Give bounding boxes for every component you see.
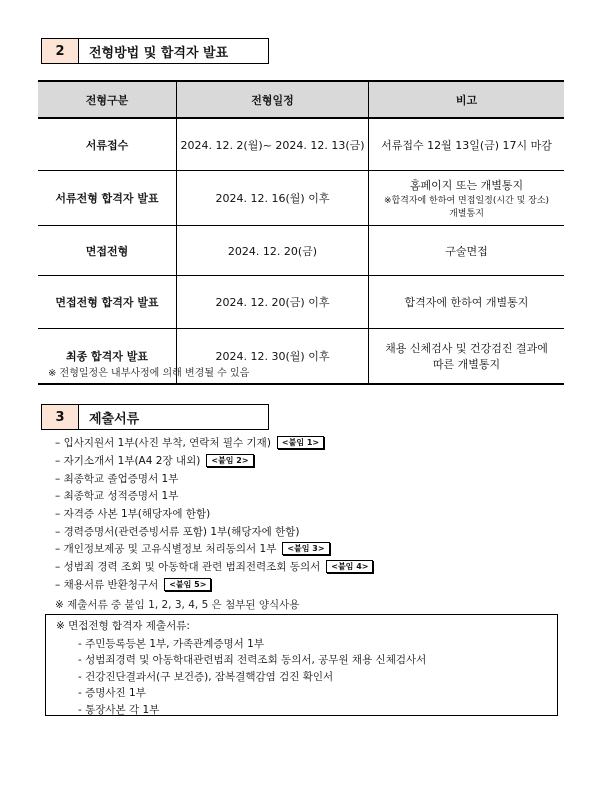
list-item bbox=[55, 505, 373, 523]
document-text: – 경력증명서(관련증빙서류 포함) 1부(해당자에 한함) bbox=[55, 525, 300, 538]
table-row bbox=[38, 226, 564, 276]
section-number: 2 bbox=[41, 38, 79, 64]
category-cell: 최종 합격자 발표 bbox=[38, 329, 177, 385]
table-row bbox=[38, 276, 564, 329]
attachment-badge: <붙임 4> bbox=[326, 560, 373, 573]
document-text: – 개인정보제공 및 고유식별정보 처리동의서 1부 bbox=[55, 543, 277, 556]
remark-line: 따른 개별통지 bbox=[432, 358, 501, 371]
schedule-cell: 2024. 12. 2(월)~ 2024. 12. 13(금) bbox=[177, 118, 369, 171]
document-list bbox=[55, 434, 373, 593]
section-title: 제출서류 bbox=[79, 404, 269, 430]
attachment-badge: <붙임 5> bbox=[164, 578, 211, 591]
attachment-badge: <붙임 3> bbox=[282, 542, 329, 555]
category-cell: 서류접수 bbox=[38, 118, 177, 171]
box-list bbox=[78, 635, 426, 718]
remark-cell bbox=[369, 118, 565, 171]
attachment-badge: <붙임 2> bbox=[206, 454, 253, 467]
list-item bbox=[55, 576, 373, 594]
schedule-note: ※ 전형일정은 내부사정에 의해 변경될 수 있음 bbox=[48, 368, 250, 379]
document-text: – 자기소개서 1부(A4 2장 내외) bbox=[55, 455, 201, 468]
section-title: 전형방법 및 합격자 발표 bbox=[79, 38, 269, 64]
category-cell: 서류전형 합격자 발표 bbox=[38, 171, 177, 226]
list-item bbox=[55, 540, 373, 558]
remark-cell bbox=[369, 226, 565, 276]
schedule-cell: 2024. 12. 20(금) 이후 bbox=[177, 276, 369, 329]
remark-line: 구술면접 bbox=[445, 244, 488, 258]
remark-cell bbox=[369, 276, 565, 329]
column-header: 전형구분 bbox=[38, 81, 177, 118]
remark-line: ※합격자에 한하여 면접일정(시간 및 장소) bbox=[383, 196, 550, 206]
list-item: - 성범죄경력 및 아동학대관련범죄 전력조회 동의서, 공무원 채용 신체검사서 bbox=[78, 654, 427, 667]
attachment-badge: <붙임 1> bbox=[277, 436, 324, 449]
section-3-header bbox=[41, 404, 269, 430]
list-item: - 건강진단결과서(구 보건증), 잠복결핵감염 검진 확인서 bbox=[78, 670, 334, 683]
section-number: 3 bbox=[41, 404, 79, 430]
remark-line: 홈페이지 또는 개별통지 bbox=[409, 179, 524, 192]
list-item: - 주민등록등본 1부, 가족관계증명서 1부 bbox=[78, 637, 264, 650]
document-text: – 자격증 사본 1부(해당자에 한함) bbox=[55, 508, 211, 521]
list-item bbox=[55, 558, 373, 576]
list-item: - 통장사본 각 1부 bbox=[78, 703, 160, 716]
box-title: ※ 면접전형 합격자 제출서류: bbox=[56, 620, 190, 632]
list-item bbox=[55, 487, 373, 505]
remark-line: 서류접수 12월 13일(금) 17시 마감 bbox=[381, 138, 552, 152]
document-text: – 성범죄 경력 조회 및 아동학대 관련 범죄전력조회 동의서 bbox=[55, 561, 321, 574]
remark-line: 채용 신체검사 및 건강검진 결과에 bbox=[385, 342, 548, 355]
document-text: – 최종학교 성적증명서 1부 bbox=[55, 490, 179, 503]
list-item bbox=[55, 522, 373, 540]
table-header-row bbox=[38, 81, 564, 118]
list-item: - 증명사진 1부 bbox=[78, 687, 146, 700]
section-2-header bbox=[41, 38, 269, 64]
category-cell: 면접전형 bbox=[38, 226, 177, 276]
document-text: – 채용서류 반환청구서 bbox=[55, 578, 159, 591]
remark-line: 개별통지 bbox=[449, 209, 484, 219]
table-row bbox=[38, 171, 564, 226]
document-text: – 입사지원서 1부(사진 부착, 연락처 필수 기재) bbox=[55, 437, 271, 450]
category-cell: 면접전형 합격자 발표 bbox=[38, 276, 177, 329]
remark-line: 합격자에 한하여 개별통지 bbox=[404, 296, 529, 309]
column-header: 전형일정 bbox=[177, 81, 369, 118]
interview-documents-box bbox=[45, 614, 558, 716]
schedule-table bbox=[38, 80, 564, 385]
remark-cell bbox=[369, 171, 565, 226]
list-item bbox=[55, 434, 373, 452]
schedule-cell: 2024. 12. 16(월) 이후 bbox=[177, 171, 369, 226]
schedule-cell: 2024. 12. 20(금) bbox=[177, 226, 369, 276]
document-text: – 최종학교 졸업증명서 1부 bbox=[55, 472, 179, 485]
schedule-cell: 2024. 12. 30(월) 이후 bbox=[177, 329, 369, 385]
table-row bbox=[38, 118, 564, 171]
list-item bbox=[55, 469, 373, 487]
list-item bbox=[55, 452, 373, 470]
remark-cell bbox=[369, 329, 565, 385]
column-header: 비고 bbox=[369, 81, 565, 118]
attachment-note: ※ 제출서류 중 붙임 1, 2, 3, 4, 5 은 첨부된 양식사용 bbox=[55, 599, 300, 611]
